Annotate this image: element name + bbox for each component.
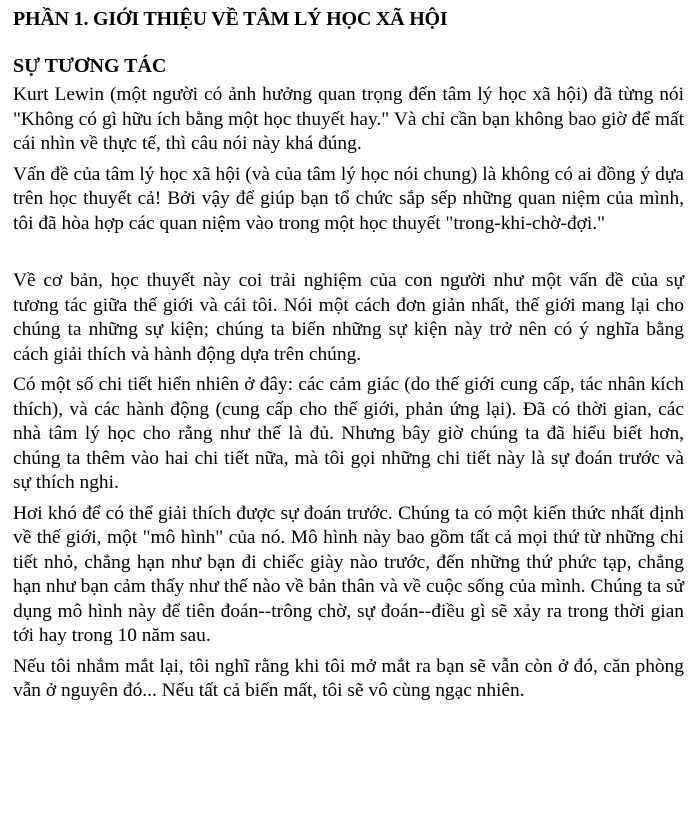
section-title: SỰ TƯƠNG TÁC: [13, 55, 167, 77]
paragraph-lewin-quote: Kurt Lewin (một người có ảnh hưởng quan trọng đến tâm lý học xã hội) đã từng nói "Không có gì hữu ích bằng một học thuyết hay." Và chỉ cần bạn không bao giờ để mất cái nhìn về thực tế, thì câu nói này khá đúng.: [13, 84, 684, 154]
paragraph-theory-problem: Vấn đề của tâm lý học xã hội (và của tâm lý học nói chung) là không có ai đồng ý dựa trên học thuyết cả! Bởi vậy để giúp bạn tổ chức sắp sếp những quan niệm của mình, tôi đã hòa hợp các quan niệm vào trong một học thuyết "trong-khi-chờ-đợi.": [13, 163, 684, 234]
part-title: PHẦN 1. GIỚI THIỆU VỀ TÂM LÝ HỌC XÃ HỘI: [13, 8, 448, 30]
paragraph-anticipation: Hơi khó để có thể giải thích được sự đoán trước. Chúng ta có một kiến thức nhất định về thế giới, một "mô hình" của nó. Mô hình này bao gồm tất cả mọi thứ từ những chi tiết nhỏ, chẳng hạn như bạn đi chiếc giày nào trước, đến những thứ phức tạp, chẳng hạn như bạn cảm thấy như thế nào về bản thân và về cuộc sống của mình. Chúng ta sử dụng mô hình này để tiên đoán--trông chờ, sự đoán--điều gì sẽ xảy ra trong thời gian tới hay trong 10 năm sau.: [13, 502, 684, 646]
paragraph-interaction-basics: Về cơ bản, học thuyết này coi trải nghiệm của con người như một vấn đề của sự tương tác giữa thế giới và cái tôi. Nói một cách đơn giản nhất, thế giới mang lại cho chúng ta những sự kiện; chúng ta biến những sự kiện này trở nên có ý nghĩa bằng cách giải thích và hành động dựa trên chúng.: [13, 270, 684, 365]
paragraph-closing-eyes: Nếu tôi nhắm mắt lại, tôi nghĩ rằng khi tôi mở mắt ra bạn sẽ vẫn còn ở đó, căn phòng vẫn ở nguyên đó... Nếu tất cả biến mất, tôi sẽ vô cùng ngạc nhiên.: [13, 655, 684, 701]
paragraph-obvious-details: Có một số chi tiết hiển nhiên ở đây: các cảm giác (do thế giới cung cấp, tác nhân kích thích), và các hành động (cung cấp cho thế giới, phản ứng lại). Đã có thời gian, các nhà tâm lý học cho rằng như thế là đủ. Nhưng bây giờ chúng ta đã hiểu biết hơn, chúng ta thêm vào hai chi tiết nữa, mà tôi gọi những chi tiết này là sự đoán trước và sự thích nghi.: [13, 374, 684, 493]
